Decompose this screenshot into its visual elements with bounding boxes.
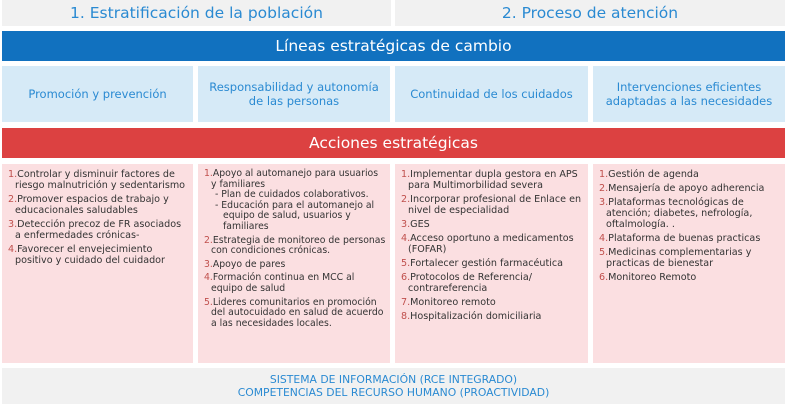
list-item: 4.Favorecer el envejecimiento positivo y cuidado del cuidador: [8, 244, 165, 266]
list-item: 3.Plataformas tecnológicas de atención; diabetes, nefrología, oftalmología. .: [599, 197, 753, 230]
actions-column-1: [2, 164, 193, 363]
list-item: 5.Medicinas complementarias y practicas de bienestar: [599, 247, 752, 269]
line-label-3: Continuidad de los cuidados: [410, 87, 573, 101]
sub-item: - Educación para el automanejo al equipo de salud, usuarios y familiares: [215, 199, 375, 232]
footer-line-1: SISTEMA DE INFORMACIÓN (RCE INTEGRADO): [269, 373, 518, 386]
list-item: 2.Mensajería de apoyo adherencia: [599, 183, 765, 194]
list-item: 1.Controlar y disminuir factores de riesgo malnutrición y sedentarismo: [8, 169, 186, 191]
list-item: 6.Monitoreo Remoto: [599, 272, 697, 283]
list-item: 4.Acceso oportuno a medicamentos (FOFAR): [401, 233, 574, 255]
list-item: 3.Apoyo de pares: [204, 258, 286, 270]
lines-title: Líneas estratégicas de cambio: [275, 37, 512, 55]
actions-title: Acciones estratégicas: [309, 134, 478, 152]
line-label-4: Intervenciones eficientes adaptadas a las necesidades: [605, 80, 773, 108]
line-box-2: [198, 66, 390, 122]
actions-column-3: [395, 164, 588, 363]
sub-item: - Plan de cuidados colaborativos.: [215, 189, 369, 201]
line-box-1: [2, 66, 193, 122]
list-item: 6.Protocolos de Referencia/ contrareferencia: [401, 272, 532, 294]
header-left-label: 1. Estratificación de la población: [70, 4, 323, 22]
list-item: 3.Detección precoz de FR asociados a enfermedades crónicas-: [8, 219, 182, 241]
list-item: 2.Estrategia de monitoreo de personas con condiciones crónicas.: [204, 234, 386, 257]
footer-box: [2, 368, 785, 404]
list-item: 4.Plataforma de buenas practicas: [599, 233, 761, 244]
list-item: 7.Monitoreo remoto: [401, 297, 496, 308]
list-item: 2.Promover espacios de trabajo y educacionales saludables: [8, 194, 169, 216]
lines-title-bar: [2, 31, 785, 61]
header-estratificacion: [2, 0, 391, 26]
list-item: 3.GES: [401, 219, 430, 230]
list-item: 4.Formación continua en MCC al equipo de salud: [204, 272, 355, 294]
line-label-2: Responsabilidad y autonomía de las personas: [209, 80, 379, 108]
line-label-1: Promoción y prevención: [28, 87, 167, 101]
footer-line-2: COMPETENCIAS DEL RECURSO HUMANO (PROACTIVIDAD): [237, 386, 550, 399]
line-box-3: [395, 66, 588, 122]
actions-column-2: [198, 164, 390, 363]
list-item: 5.Fortalecer gestión farmacéutica: [401, 258, 564, 269]
list-item: 1.Apoyo al automanejo para usuarios y familiares - Plan de cuidados colaborativos. - Educación para el automanejo al equipo de salud, usuarios y familiares: [204, 169, 386, 233]
header-proceso-atencion: [395, 0, 785, 26]
list-item: 5.Lideres comunitarios en promoción del autocuidado en salud de acuerdo a las necesidades locales.: [204, 296, 384, 329]
list-item: 1.Implementar dupla gestora en APS para Multimorbilidad severa: [401, 169, 578, 191]
actions-title-bar: [2, 128, 785, 158]
list-item: 8.Hospitalización domiciliaria: [401, 311, 542, 322]
list-item: 2.Incorporar profesional de Enlace en nivel de especialidad: [401, 194, 582, 216]
header-right-label: 2. Proceso de atención: [501, 4, 679, 22]
list-item: 1.Gestión de agenda: [599, 169, 699, 180]
line-box-4: [593, 66, 785, 122]
actions-column-4: [593, 164, 785, 363]
